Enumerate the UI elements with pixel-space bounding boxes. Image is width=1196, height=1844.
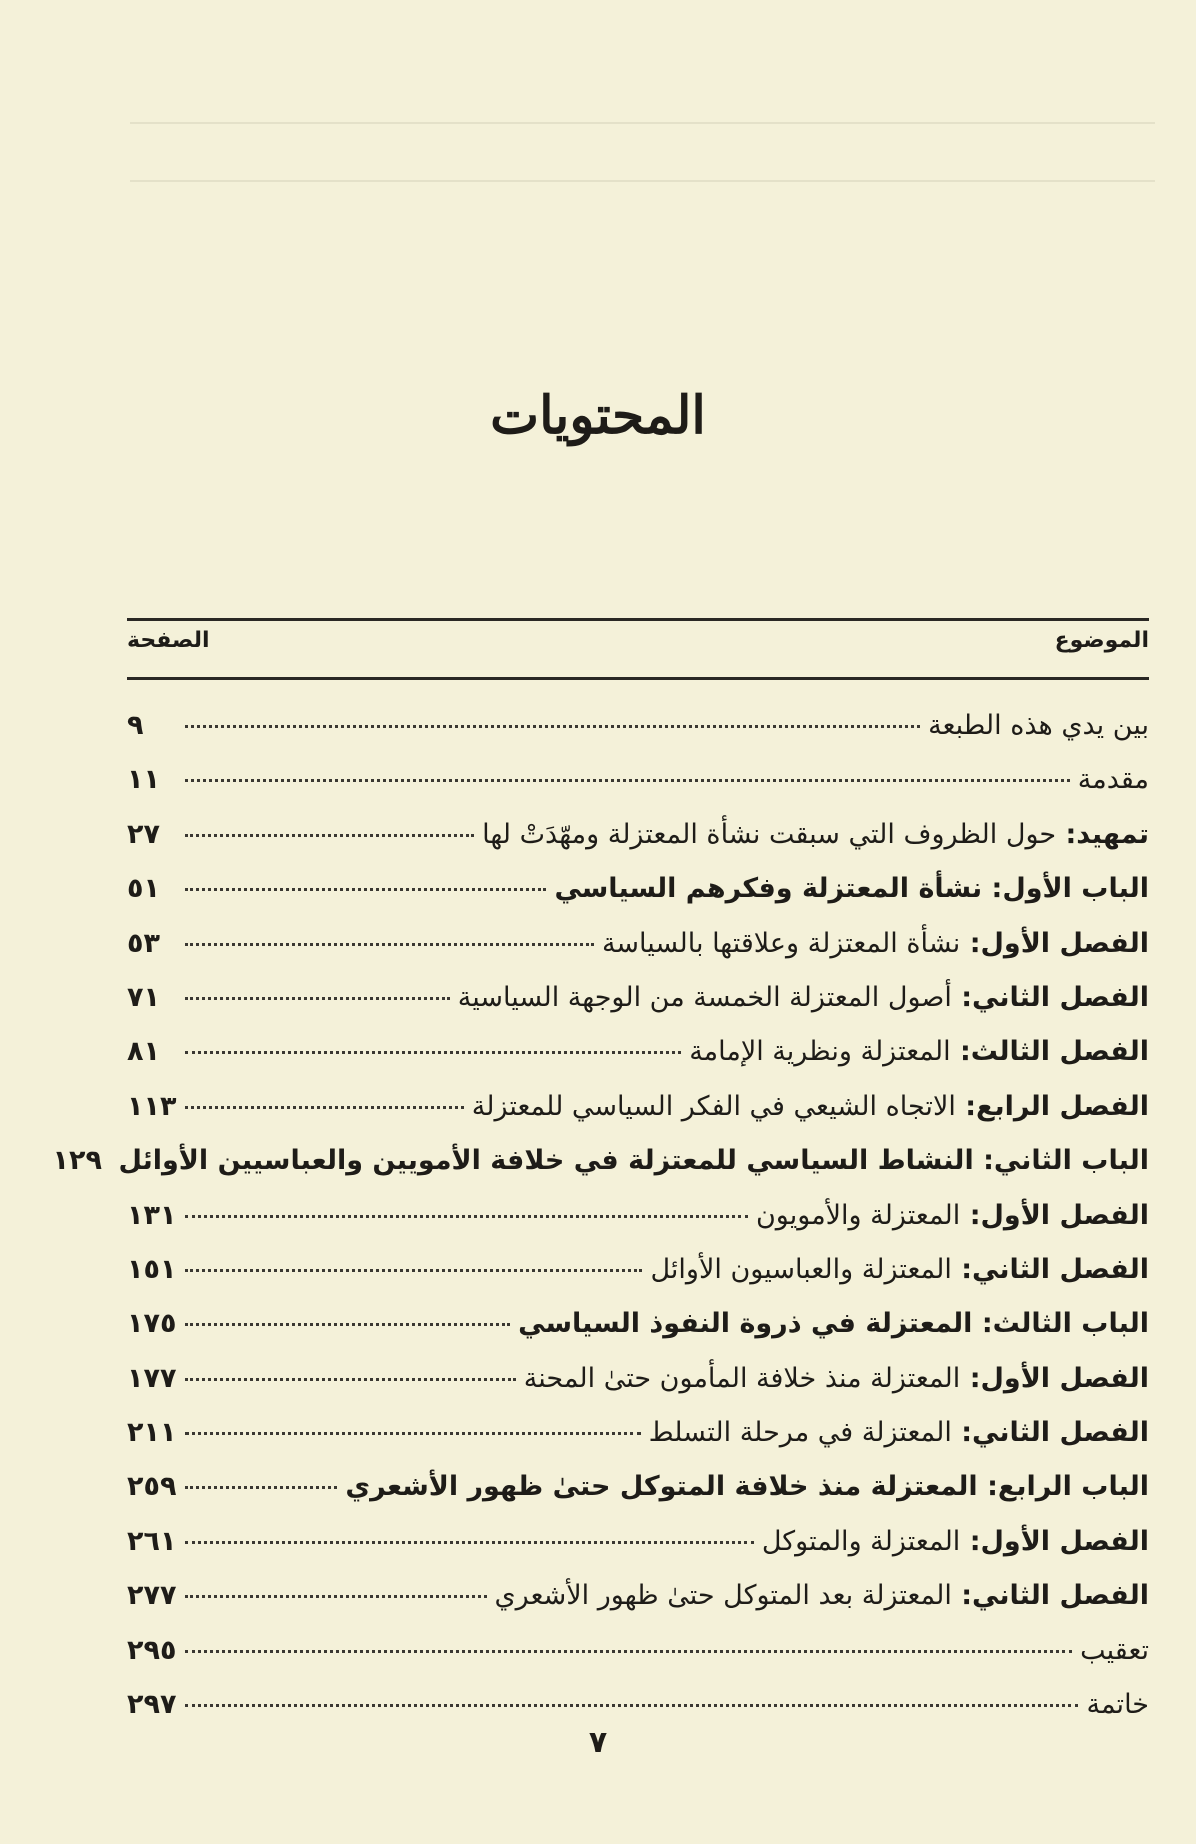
toc-entry-prefix: الفصل الثاني: (951, 1417, 1149, 1449)
toc-entry-text: المعتزلة في ذروة النفوذ السياسي (518, 1308, 973, 1340)
toc-entry-prefix: الفصل الأول: (960, 927, 1149, 959)
dot-leader (185, 942, 594, 946)
toc-entry-prefix: الباب الثالث: (972, 1308, 1149, 1340)
toc-entry-title (495, 1580, 1149, 1611)
toc-entry (127, 1254, 1149, 1308)
toc-entry-title (762, 1526, 1149, 1557)
toc-entry-prefix: الفصل الأول: (960, 1199, 1149, 1231)
column-topic-label: الموضوع (1054, 628, 1149, 653)
toc-entry (127, 1526, 1149, 1580)
dot-leader (185, 1703, 1078, 1707)
toc-entry-title (518, 1308, 1149, 1339)
toc-entry-page: ٩ (127, 710, 144, 741)
page-number: ٧ (588, 1725, 608, 1760)
table-of-contents (52, 710, 1149, 1743)
toc-entry-page: ٥٣ (127, 927, 160, 959)
toc-entry-title (928, 710, 1149, 741)
dot-leader (185, 724, 920, 728)
toc-entry-title (1078, 764, 1149, 795)
header-bottom-rule (127, 677, 1149, 680)
toc-entry-title (1080, 1635, 1149, 1666)
toc-entry-text: نشأة المعتزلة وعلاقتها بالسياسة (601, 927, 961, 959)
toc-entry (52, 1145, 1149, 1199)
toc-entry-title (524, 1363, 1149, 1394)
toc-entry-page: ٧١ (127, 981, 160, 1013)
toc-entry-prefix: الفصل الأول: (960, 1362, 1149, 1394)
dot-leader (185, 778, 1070, 782)
toc-entry-title (458, 982, 1149, 1013)
dot-leader (185, 1322, 510, 1326)
toc-entry-page: ١٧٧ (127, 1362, 177, 1394)
toc-entry-title (650, 1254, 1149, 1285)
bleed-through-rule (130, 122, 1155, 124)
dot-leader (185, 833, 474, 837)
toc-entry-prefix: الباب الأول: (982, 873, 1149, 905)
dot-leader (185, 1431, 641, 1435)
toc-entry-title (554, 873, 1149, 904)
toc-entry-text: المعتزلة في مرحلة التسلط (648, 1417, 952, 1449)
toc-entry-prefix: الفصل الأول: (960, 1525, 1149, 1557)
toc-entry-prefix: الباب الثاني: (973, 1145, 1149, 1177)
header-top-rule (127, 618, 1149, 621)
dot-leader (185, 1540, 754, 1544)
toc-entry-page: ١١ (127, 764, 160, 796)
toc-entry (127, 1036, 1149, 1090)
dot-leader (185, 1649, 1072, 1653)
toc-entry-text: حول الظروف التي سبقت نشأة المعتزلة ومهّدَتْ لها (482, 818, 1057, 850)
dot-leader (185, 1105, 464, 1109)
toc-entry-title (756, 1200, 1149, 1231)
toc-entry-text: الاتجاه الشيعي في الفكر السياسي للمعتزلة (471, 1090, 956, 1122)
toc-entry-text: النشاط السياسي للمعتزلة في خلافة الأمويين والعباسيين الأوائل (118, 1145, 974, 1177)
toc-entry-text: بين يدي هذه الطبعة (928, 710, 1149, 741)
toc-entry-text: المعتزلة والعباسيون الأوائل (650, 1253, 952, 1285)
toc-entry-prefix: الفصل الرابع: (955, 1090, 1149, 1122)
toc-entry-title (602, 928, 1149, 959)
toc-entry (127, 873, 1149, 927)
toc-entry-title (649, 1417, 1149, 1448)
toc-entry (127, 764, 1149, 818)
toc-entry-prefix: تمهيد: (1056, 818, 1149, 850)
toc-entry-text: نشأة المعتزلة وفكرهم السياسي (554, 873, 983, 905)
toc-entry-page: ٢٥٩ (127, 1471, 177, 1503)
toc-entry-title (689, 1036, 1149, 1067)
toc-entry-text: المعتزلة منذ خلافة المأمون حتىٰ المحنة (523, 1362, 961, 1394)
toc-entry-title (482, 819, 1149, 850)
toc-entry-text: مقدمة (1077, 764, 1149, 796)
toc-entry-text: تعقيب (1080, 1634, 1149, 1666)
dot-leader (185, 1485, 337, 1489)
toc-entry-text: المعتزلة بعد المتوكل حتىٰ ظهور الأشعري (494, 1580, 952, 1612)
toc-entry (127, 1363, 1149, 1417)
toc-entry (127, 1635, 1149, 1689)
toc-entry-page: ١٢٩ (52, 1145, 102, 1177)
column-page-label: الصفحة (127, 628, 210, 653)
toc-entry (127, 928, 1149, 982)
toc-entry (127, 1200, 1149, 1254)
toc-entry-page: ١٥١ (127, 1253, 177, 1285)
bleed-through-rule (130, 180, 1155, 182)
toc-entry-page: ١١٣ (127, 1090, 177, 1122)
toc-entry-title (472, 1091, 1149, 1122)
toc-entry-page: ١٧٥ (127, 1308, 177, 1340)
dot-leader (185, 1377, 516, 1381)
toc-entry-title (1086, 1689, 1149, 1720)
column-header (127, 628, 1149, 668)
toc-entry (127, 819, 1149, 873)
toc-entry (127, 710, 1149, 764)
toc-entry-prefix: الباب الرابع: (977, 1471, 1149, 1503)
toc-entry (127, 982, 1149, 1036)
toc-entry-title (345, 1471, 1149, 1502)
toc-entry-page: ٢٩٧ (127, 1689, 177, 1721)
toc-entry-prefix: الفصل الثالث: (950, 1036, 1149, 1068)
toc-entry-prefix: الفصل الثاني: (951, 1253, 1149, 1285)
toc-entry-page: ٨١ (127, 1036, 160, 1068)
toc-entry-text: أصول المعتزلة الخمسة من الوجهة السياسية (457, 981, 952, 1013)
toc-entry-text: المعتزلة منذ خلافة المتوكل حتىٰ ظهور الأشعري (345, 1471, 978, 1503)
toc-entry-title (119, 1145, 1149, 1176)
toc-entry-prefix: الفصل الثاني: (951, 1580, 1149, 1612)
toc-entry-text: المعتزلة والمتوكل (761, 1525, 961, 1557)
toc-entry-page: ١٣١ (127, 1199, 177, 1231)
toc-entry (127, 1308, 1149, 1362)
toc-entry-prefix: الفصل الثاني: (951, 981, 1149, 1013)
dot-leader (185, 1268, 642, 1272)
toc-entry-page: ٥١ (127, 873, 160, 905)
toc-entry-text: المعتزلة والأمويون (755, 1199, 961, 1231)
toc-entry-page: ٢١١ (127, 1417, 177, 1449)
toc-entry-text: خاتمة (1086, 1689, 1149, 1721)
page-title: المحتويات (490, 385, 706, 446)
dot-leader (185, 887, 546, 891)
dot-leader (185, 996, 450, 1000)
dot-leader (185, 1594, 487, 1598)
toc-entry (127, 1091, 1149, 1145)
toc-entry (127, 1580, 1149, 1634)
toc-entry (127, 1471, 1149, 1525)
toc-entry-page: ٢٦١ (127, 1525, 177, 1557)
toc-entry-page: ٢٧٧ (127, 1580, 177, 1612)
dot-leader (185, 1050, 681, 1054)
toc-entry-page: ٢٩٥ (127, 1634, 177, 1666)
toc-entry (127, 1417, 1149, 1471)
dot-leader (185, 1214, 748, 1218)
toc-entry-page: ٢٧ (127, 818, 160, 850)
toc-entry-text: المعتزلة ونظرية الإمامة (689, 1036, 951, 1068)
